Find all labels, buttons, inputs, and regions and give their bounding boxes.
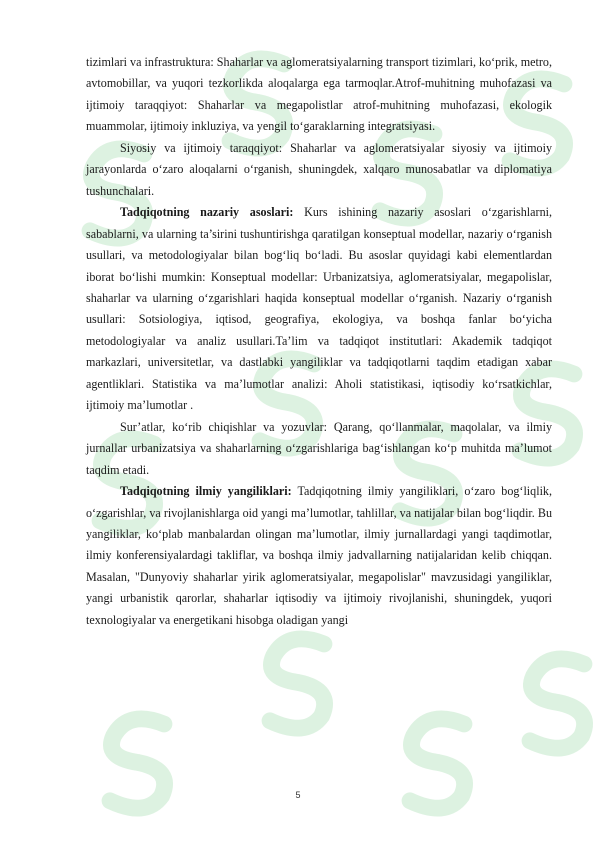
paragraph-bold-lead: Tadqiqotning ilmiy yangiliklari: — [120, 484, 292, 499]
paragraph — [86, 138, 552, 202]
document-body — [86, 52, 552, 631]
page-number: 5 — [295, 790, 301, 800]
paragraph-text: Tadqiqotning ilmiy yangiliklari, o‘zaro bog‘liqlik, o‘zgarishlar, va rivojlanishlarga oid yangi ma’lumotlar, tahlillar, va natijalar bilan bog‘liqdir. Bu yangiliklar, ko‘plab manbalardan olingan ma’lumotlar, ilmiy jurnallardagi yangi taqdimotlar, ilmiy konferensiyalardagi takliflar, va boshqa ilmiy jadvallarning natijalaridan kelib chiqqan. Masalan, "Dunyoviy shaharlar yirik aglomeratsiyalar, megapolislar" mavzusidagi yangiliklar, yangi urbanistik qarorlar, shaharlar iqtisodiy va ijtimoiy rivojlanishi, shuningdek, yuqori texnologiyalar va energetikani hisobga oladigan yangi — [86, 484, 553, 627]
watermark-icon — [80, 700, 200, 820]
paragraph-text: Sur’atlar, ko‘rib chiqishlar va yozuvlar: Qarang, qo‘llanmalar, maqolalar, va ilmiy jurnallar urbanizatsiya va shaharlarning o‘zgarishlariga bag‘ishlangan ko‘p muhitda ma’lumot taqdim etadi. — [86, 419, 552, 477]
paragraph-text: tizimlari va infrastruktura: Shaharlar va aglomeratsiyalarning transport tizimlari, ko‘prik, metro, avtomobillar, va yuqori tezkorlikda aloqalarga ega tarmoqlar.Atrof-muhitning muhofazasi va ijtimoiy taraqqiyot: Shaharlar va megapolistlar atrof-muhitning muhofazasi, ekologik muammolar, ijtimoiy inkluziya, va yengil to‘garaklarning integratsiyasi. — [86, 55, 552, 134]
paragraph-bold-lead: Tadqiqotning nazariy asoslari: — [120, 205, 294, 220]
watermark-icon — [240, 620, 360, 740]
paragraph-text: Kurs ishining nazariy asoslari o‘zgarishlarni, sabablarni, va ularning ta’sirini tushuntirishga qaratilgan konseptual modellar, nazariy o‘rganish usullari, va metodologiyalar bilan bog‘liq bo‘ladi. Bu asoslar quyidagi kabi elementlardan iborat bo‘lishi mumkin: Konseptual modellar: Urbanizatsiya, aglomeratsiyalar, megapolislar, shaharlar va ularning o‘zgarishlari haqida konseptual modellar o‘rganish. Nazariy o‘rganish usullari: Sotsiologiya, iqtisod, geografiya, ekologiya, va boshqa fanlar bo‘yicha metodologiyalar va analiz usullari.Ta’lim va tadqiqot institutlari: Akademik tadqiqot markazlari, universitetlar, va dastlabki yangiliklar va tadqiqotlarni taqdim etadigan xabar agentliklari. Statistika va ma’lumotlar analizi: Aholi statistikasi, iqtisodiy ko‘rsatkichlar, ijtimoiy ma’lumotlar . — [86, 205, 552, 413]
paragraph — [86, 202, 552, 417]
watermark-icon — [380, 700, 500, 820]
paragraph — [86, 417, 552, 481]
watermark-icon — [500, 640, 596, 760]
paragraph — [86, 52, 552, 138]
paragraph-text: Siyosiy va ijtimoiy taraqqiyot: Shaharlar va aglomeratsiyalar siyosiy va ijtimoiy jarayonlarda o‘zaro aloqalarni o‘rganish, shuningdek, xalqaro munosabatlar va diplomatiya tushunchalari. — [86, 140, 552, 198]
paragraph — [86, 481, 552, 631]
